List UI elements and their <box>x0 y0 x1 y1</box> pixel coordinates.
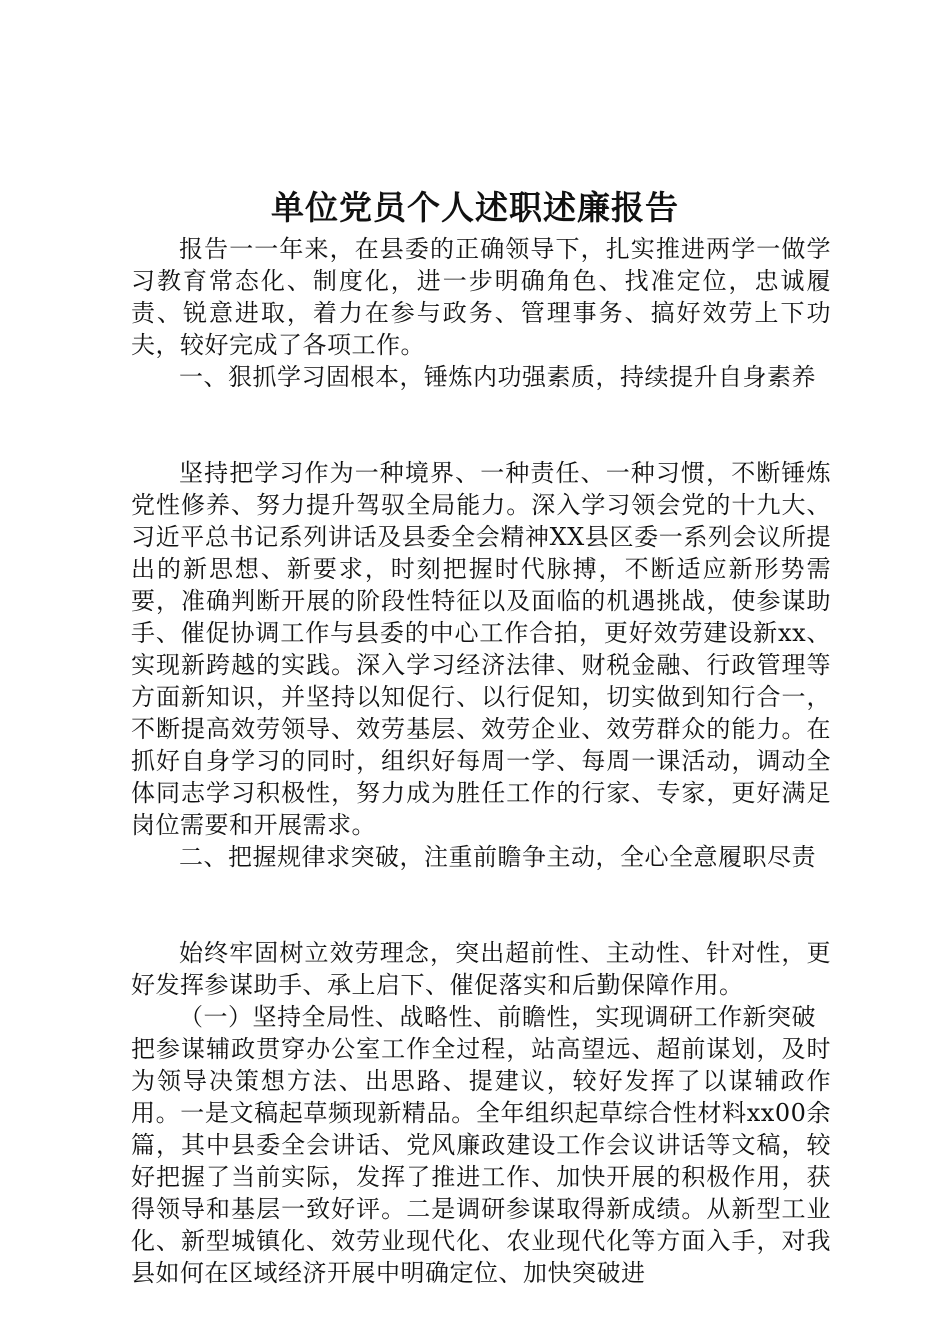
subsection-1-paragraph: 把参谋辅政贯穿办公室工作全过程，站高望远、超前谋划，及时为领导决策想方法、出思路、提建议，较好发挥了以谋辅政作用。一是文稿起草频现新精品。全年组织起草综合性材料xx00余篇，其中县委全会讲话、党风廉政建设工作会议讲话等文稿，较好把握了当前实际，发挥了推进工作、加快开展的积极作用，获得领导和基层一致好评。二是调研参谋取得新成绩。从新型工业化、新型城镇化、效劳业现代化、农业现代化等方面入手，对我县如何在区域经济开展中明确定位、加快突破进 <box>131 1035 831 1287</box>
document-body <box>131 233 831 1289</box>
blank-space <box>131 393 831 457</box>
intro-paragraph: 报告一一年来，在县委的正确领导下，扎实推进两学一做学习教育常态化、制度化，进一步明确角色、找准定位，忠诚履责、锐意进取，着力在参与政务、管理事务、搞好效劳上下功夫，较好完成了各项工作。 <box>131 235 831 359</box>
section-2-paragraph: 始终牢固树立效劳理念，突出超前性、主动性、针对性，更好发挥参谋助手、承上启下、催促落实和后勤保障作用。 <box>131 939 831 999</box>
subsection-heading-1: （一）坚持全局性、战略性、前瞻性，实现调研工作新突破 <box>179 1003 816 1031</box>
section-1-paragraph: 坚持把学习作为一种境界、一种责任、一种习惯，不断锤炼党性修养、努力提升驾驭全局能力。深入学习领会党的十九大、习近平总书记系列讲话及县委全会精神XX县区委一系列会议所提出的新思想、新要求，时刻把握时代脉搏，不断适应新形势需要，准确判断开展的阶段性特征以及面临的机遇挑战，使参谋助手、催促协调工作与县委的中心工作合拍，更好效劳建设新xx、实现新跨越的实践。深入学习经济法律、财税金融、行政管理等方面新知识，并坚持以知促行、以行促知，切实做到知行合一，不断提高效劳领导、效劳基层、效劳企业、效劳群众的能力。在抓好自身学习的同时，组织好每周一学、每周一课活动，调动全体同志学习积极性，努力成为胜任工作的行家、专家，更好满足岗位需要和开展需求。 <box>131 459 831 839</box>
blank-space <box>131 873 831 937</box>
section-heading-1: 一、狠抓学习固根本，锤炼内功强素质，持续提升自身素养 <box>179 363 816 391</box>
document-title: 单位党员个人述职述廉报告 <box>271 188 679 227</box>
section-heading-2: 二、把握规律求突破，注重前瞻争主动，全心全意履职尽责 <box>179 843 816 871</box>
